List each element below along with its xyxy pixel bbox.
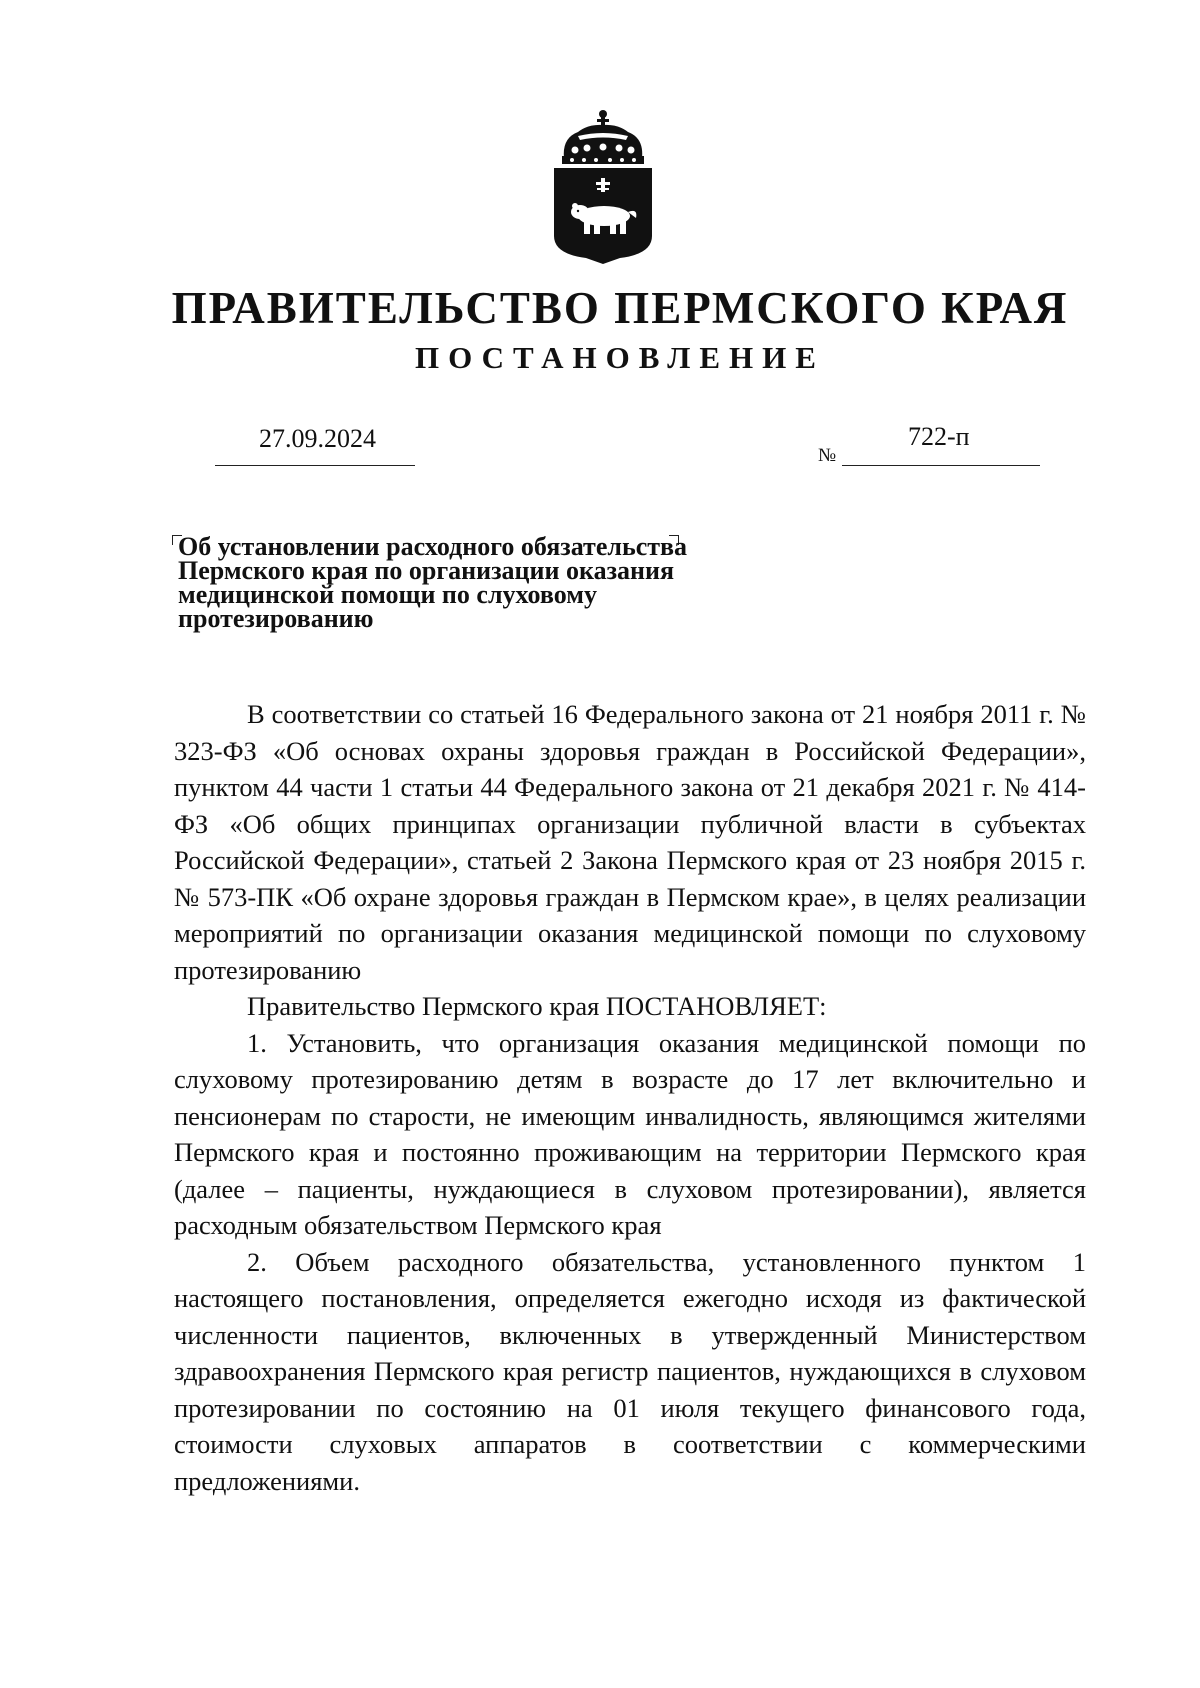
date-field — [215, 420, 415, 466]
preamble-paragraph: В соответствии со статьей 16 Федерального закона от 21 ноября 2011 г. № 323-ФЗ «Об основах охраны здоровья граждан в Российской Федерации», пунктом 44 части 1 статьи 44 Федерального закона от 21 декабря 2021 г. № 414-ФЗ «Об общих принципах организации публичной власти в субъектах Российской Федерации», статьей 2 Закона Пермского края от 23 ноября 2015 г. № 573-ПК «Об охране здоровья граждан в Пермском крае», в целях реализации мероприятий по организации оказания медицинской помощи по слуховому протезированию — [174, 699, 1086, 985]
subject-line: Об установлении расходного обязательства — [178, 532, 688, 561]
clause-paragraph: 2. Объем расходного обязательства, установленного пунктом 1 настоящего постановления, определяется ежегодно исходя из фактической численности пациентов, включенных в утвержденный Министерством здравоохранения Пермского края регистр пациентов, нуждающихся в слуховом протезировании по состоянию на 01 июля текущего финансового года, стоимости слуховых аппаратов в соответствии с коммерческими предложениями. — [174, 1246, 1086, 1496]
document-subject — [178, 532, 778, 633]
subject-line: протезированию — [178, 604, 374, 633]
clause-paragraph: 1. Установить, что организация оказания медицинской помощи по слуховому протезированию детям в возрасте до 17 лет включительно и пенсионерам по старости, не имеющим инвалидность, являющимся жителями Пермского края и постоянно проживающим на территории Пермского края (далее – пациенты, нуждающиеся в слуховом протезировании), является расходным обязательством Пермского края — [174, 1027, 1086, 1240]
coat-of-arms-icon — [548, 108, 658, 264]
document-type: ПОСТАНОВЛЕНИЕ — [415, 340, 825, 375]
document-date: 27.09.2024 — [259, 424, 376, 453]
organization-title: ПРАВИТЕЛЬСТВО ПЕРМСКОГО КРАЯ — [171, 283, 1069, 333]
subject-line: Пермского края по организации оказания — [178, 556, 675, 585]
document-number: 722-п — [908, 422, 970, 451]
resolution-statement: Правительство Пермского края ПОСТАНОВЛЯЕТ: — [247, 991, 827, 1021]
subject-line: медицинской помощи по слуховому — [178, 580, 597, 609]
document-body — [174, 696, 1086, 1499]
number-field — [842, 420, 1040, 466]
number-sign: № — [818, 445, 837, 466]
